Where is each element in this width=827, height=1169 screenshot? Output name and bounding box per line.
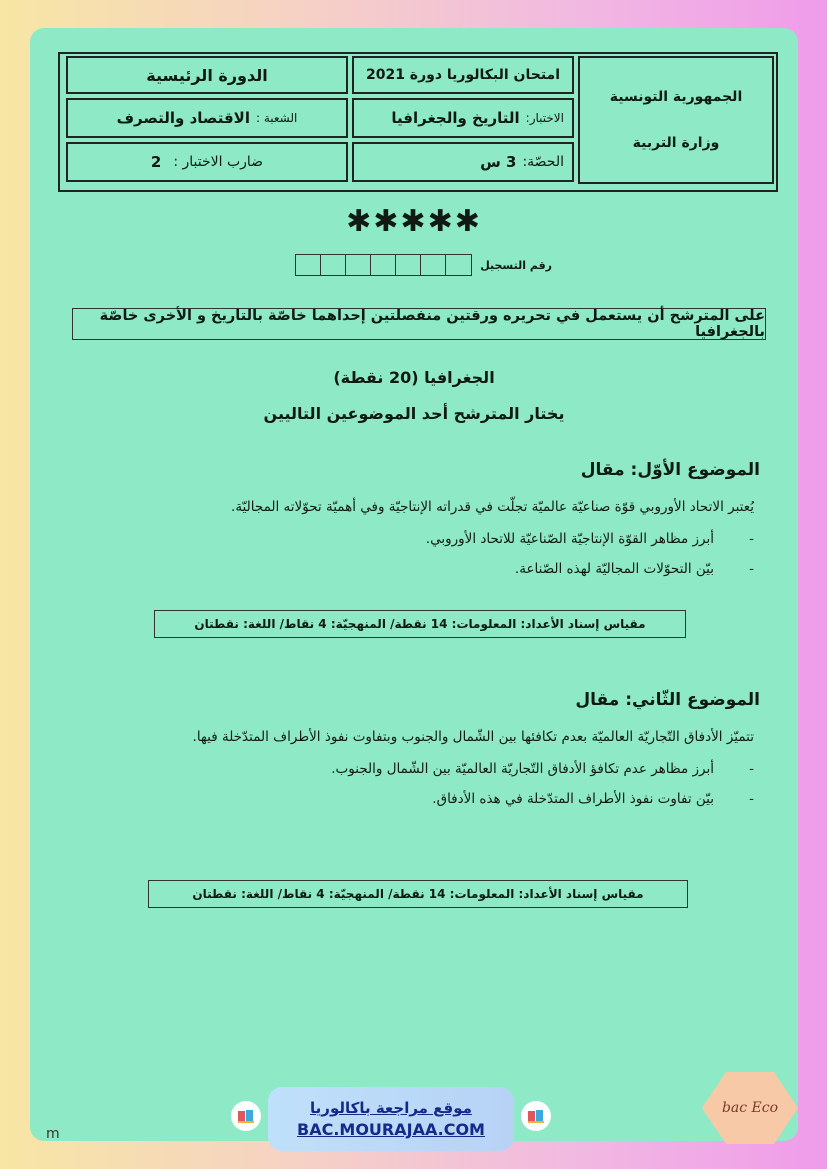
exam-title: امتحان البكالوريا دورة 2021 [365, 67, 561, 83]
duration-value: 3 س [480, 153, 517, 171]
topic1-bullet-text: أبرز مظاهر القوّة الإنتاجيّة الصّناعيّة للاتحاد الأوروبي. [425, 531, 714, 547]
coef-value: 2 [150, 153, 162, 171]
branch-label: الشعبة : [255, 111, 298, 125]
exam-title-cell [352, 56, 574, 94]
exam-paper [30, 28, 798, 1141]
site-name-arabic[interactable]: موقع مراجعة باكالوريا [310, 1099, 472, 1117]
section-instruction: يختار المترشح أحد الموضوعين التاليين [263, 404, 565, 423]
topic2-title: الموضوع الثّاني: مقال [575, 690, 760, 710]
bullet-dash: - [749, 531, 754, 547]
subject-label: الاختبار: [525, 111, 564, 125]
registration-label: رقم التسجيل [480, 258, 552, 272]
topic2-bullet [331, 761, 754, 777]
branch-cell [66, 98, 348, 138]
coef-cell [66, 142, 348, 182]
site-logo-icon [231, 1101, 261, 1131]
header-frame [58, 52, 778, 192]
topic2-bullet [432, 791, 754, 807]
registration-number [295, 254, 552, 276]
topic1-grading-scale: مقياس إسناد الأعداد: المعلومات: 14 نقطة/ المنهجيّة: 4 نقاط/ اللغة: نقطتان [154, 610, 686, 638]
registration-boxes[interactable] [295, 254, 472, 276]
coef-label: ضارب الاختبار : [173, 154, 264, 170]
topic1-bullet-text: بيّن التحوّلات المجاليّة لهذه الصّناعة. [514, 561, 714, 577]
separator-stars: ✱✱✱✱✱ [346, 204, 482, 239]
topic2-bullet-text: أبرز مظاهر عدم تكافؤ الأدفاق التّجاريّة العالميّة بين الشّمال والجنوب. [331, 761, 714, 777]
site-banner[interactable] [268, 1087, 514, 1151]
topic1-bullet [515, 561, 754, 577]
header-institution [578, 56, 774, 184]
subject-value: التاريخ والجغرافيا [391, 109, 520, 127]
topic1-title: الموضوع الأوّل: مقال [580, 460, 760, 480]
branch-value: الاقتصاد والتصرف [116, 109, 250, 127]
duration-label: الحصّة: [522, 154, 564, 170]
candidate-notice: على المترشح أن يستعمل في تحريره ورقتين منفصلتين إحداهما خاصّة بالتاريخ و الأخرى خاصّة بالجغرافيا [72, 308, 766, 340]
topic2-statement: تتميّز الأدفاق التّجاريّة العالميّة بعدم تكافئها بين الشّمال والجنوب وبتفاوت نفوذ الأطراف المتدّخلة فيها. [192, 729, 754, 745]
subject-cell [352, 98, 574, 138]
session-cell [66, 56, 348, 94]
ministry-label: وزارة التربية [632, 135, 720, 151]
bullet-dash: - [749, 791, 754, 807]
page-mark: m [46, 1126, 60, 1142]
republic-label: الجمهورية التونسية [609, 89, 743, 105]
badge-text: bac Eco [721, 1100, 779, 1116]
topic2-bullet-text: بيّن تفاوت نفوذ الأطراف المتدّخلة في هذه الأدفاق. [432, 791, 714, 807]
site-logo-icon [521, 1101, 551, 1131]
bullet-dash: - [749, 761, 754, 777]
site-url[interactable]: BAC.MOURAJAA.COM [297, 1120, 485, 1139]
topic2-grading-scale: مقياس إسناد الأعداد: المعلومات: 14 نقطة/ المنهجيّة: 4 نقاط/ اللغة: نقطتان [148, 880, 688, 908]
session-value: الدورة الرئيسية [146, 65, 268, 85]
section-title: الجغرافيا (20 نقطة) [333, 368, 495, 387]
topic1-statement: يُعتبر الاتحاد الأوروبي قوّة صناعيّة عالميّة تجلّت في قدراته الإنتاجيّة وفي أهميّة تحوّلاته المجاليّة. [231, 499, 754, 515]
duration-cell [352, 142, 574, 182]
topic1-bullet [426, 531, 754, 547]
bac-eco-badge [698, 1068, 802, 1148]
bullet-dash: - [749, 561, 754, 577]
